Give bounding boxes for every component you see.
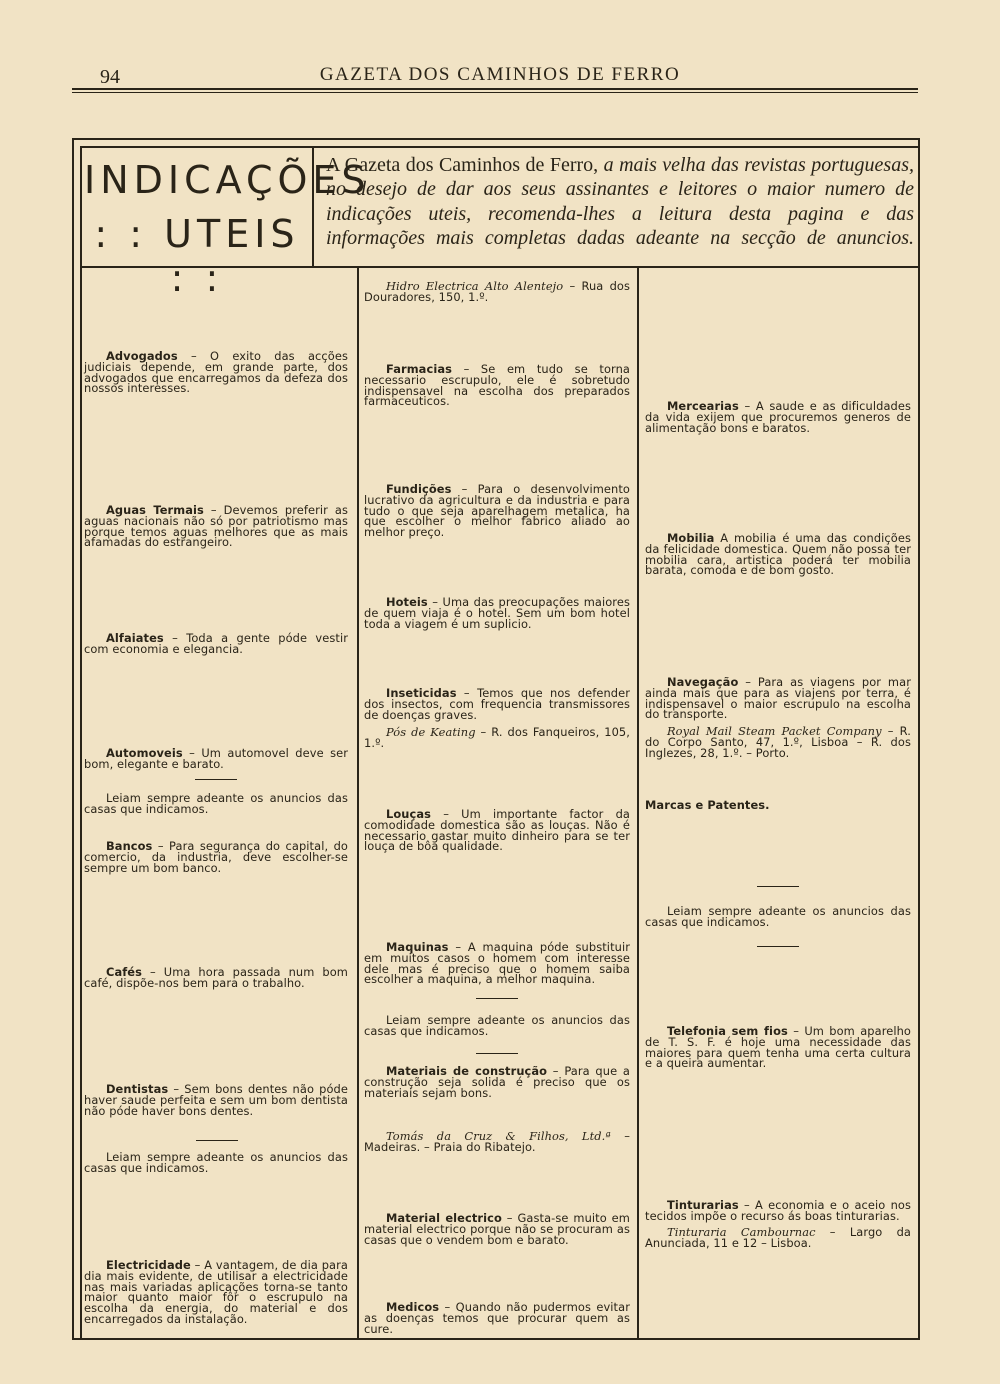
frame-inner-left bbox=[80, 146, 82, 1340]
section-title: INDICAÇÕES bbox=[84, 158, 371, 202]
advertiser-address: – Rua dos Douradores, 150, 1.º. bbox=[364, 279, 631, 304]
entry-dentistas bbox=[84, 1084, 348, 1116]
entry-automoveis bbox=[84, 748, 348, 770]
entry-text: A mobilia é uma das condições da felicidade domestica. Quem não possa ter mobilia cara, artistica poderá ter mobilia barata, comoda e de bom gosto. bbox=[645, 531, 911, 578]
entry-key: Bancos bbox=[106, 839, 153, 853]
notice-leiam: Leiam sempre adeante os anuncios das casas que indicamos. bbox=[645, 904, 911, 929]
entry-key: Medicos bbox=[386, 1300, 440, 1314]
advertiser-address: – R. dos Fanqueiros, 105, 1.º. bbox=[364, 725, 630, 750]
entry-inseticidas bbox=[364, 688, 630, 720]
entry-fundicoes bbox=[364, 484, 630, 538]
advertiser-name: Tomás da Cruz & Filhos, Ltd.ª bbox=[386, 1129, 611, 1143]
separator bbox=[476, 1053, 518, 1054]
intro-paragraph bbox=[326, 153, 914, 251]
entry-medicos bbox=[364, 1302, 630, 1334]
entry-key: Tinturarias bbox=[667, 1198, 739, 1212]
entry-key: Mercearias bbox=[667, 399, 739, 413]
intro-lead: A Gazeta dos Caminhos de Ferro, bbox=[326, 154, 599, 176]
advertiser-royal-mail bbox=[645, 726, 911, 758]
entry-text: – Um importante factor da comodidade domestica são as louças. Não é necessario gastar muito dinheiro para se ter louça de bôa qualidade. bbox=[364, 807, 630, 854]
entry-advogados bbox=[84, 351, 348, 394]
entry-text: – Uma das preocupações maiores de quem viaja é o hotel. Sem um bom hotel toda a viagem é um suplicio. bbox=[364, 595, 630, 631]
entry-key: Fundições bbox=[386, 482, 452, 496]
advertiser-cambournac bbox=[645, 1227, 911, 1249]
entry-key: Maquinas bbox=[386, 940, 449, 954]
section-subtitle: : : UTEIS : : bbox=[94, 212, 300, 300]
entry-navegacao bbox=[645, 677, 911, 720]
column-divider-1 bbox=[357, 268, 359, 1338]
entry-text: – Para o desenvolvimento lucrativo da agricultura e da industria e para tudo o que seja aparelhagem metalica, ha que escolher o melhor fabrico aliado ao melhor preço. bbox=[364, 482, 630, 540]
page-number: 94 bbox=[100, 66, 120, 88]
entry-text: – A saude e as dificuldades da vida exijem que procuremos generos de alimentação bons e baratos. bbox=[645, 399, 911, 435]
header-rule-thin bbox=[72, 92, 918, 93]
intro-text: a mais velha das revistas portuguesas, no desejo de dar aos seus assinantes e leitores o maior numero de indicações uteis, recomenda-lhes a leitura desta pagina e das informações mais completas dadas adeante na secção de anuncios. bbox=[326, 154, 914, 250]
entry-text: – Temos que nos defender dos insectos, com frequencia transmissores de doenças graves. bbox=[364, 686, 630, 722]
entry-text: – Quando não pudermos evitar as doenças temos que procurar quem as cure. bbox=[364, 1300, 630, 1336]
notice-leiam: Leiam sempre adeante os anuncios das casas que indicamos. bbox=[84, 1150, 348, 1175]
separator bbox=[195, 779, 237, 780]
journal-title: GAZETA DOS CAMINHOS DE FERRO bbox=[319, 64, 681, 85]
entry-key: Louças bbox=[386, 807, 432, 821]
entry-text: – A economia e o aceio nos tecidos impõe o recurso ás boas tinturarias. bbox=[645, 1198, 911, 1223]
entry-key: Hoteis bbox=[386, 595, 428, 609]
entry-mobilia bbox=[645, 533, 911, 576]
entry-key: Material electrico bbox=[386, 1211, 502, 1225]
notice-leiam: Leiam sempre adeante os anuncios das casas que indicamos. bbox=[84, 791, 348, 816]
entry-text: – Devemos preferir as aguas nacionais não só por patriotismo mas porque temos aguas melhores que as mais afamadas do estrangeiro. bbox=[84, 503, 348, 550]
column-divider-2 bbox=[637, 268, 639, 1338]
entry-key: Marcas e Patentes. bbox=[645, 798, 770, 812]
entry-mercearias bbox=[645, 401, 911, 433]
entry-tinturarias bbox=[645, 1200, 911, 1222]
entry-text: – Para as viagens por mar ainda mais que para as viajens por terra, é indispensavel o maior escrupulo na escolha do transporte. bbox=[645, 675, 911, 722]
entry-text: – Para que a construção seja solida é preciso que os materiais sejam bons. bbox=[364, 1064, 630, 1100]
entry-key: Materiais de construção bbox=[386, 1064, 548, 1078]
entry-key: Mobilia bbox=[667, 531, 715, 545]
entry-key: Navegação bbox=[667, 675, 739, 689]
entry-maquinas bbox=[364, 942, 630, 985]
advertiser-name: Royal Mail Steam Packet Company bbox=[667, 724, 882, 738]
advertiser-name: Tinturaria Cambournac bbox=[667, 1225, 816, 1239]
entry-text: – Gasta-se muito em material electrico porque não se procuram as casas que o vendem bom e barato. bbox=[364, 1211, 630, 1247]
separator bbox=[476, 998, 518, 999]
entry-text: – A vantagem, de dia para dia mais evidente, de utilisar a electricidade nas mais variadas aplicações torna-se tanto maior quanto maior fôr o escrupulo na escolha da energia, do material e dos encarregados da instalação. bbox=[84, 1258, 348, 1326]
entry-key: Alfaiates bbox=[106, 631, 164, 645]
advertiser-keating bbox=[364, 727, 630, 749]
entry-key: Telefonia sem fios bbox=[667, 1024, 788, 1038]
entry-aguas-termais bbox=[84, 505, 348, 548]
entry-cafes bbox=[84, 967, 348, 989]
entry-text: – O exito das acções judiciais depende, em grande parte, dos advogados que encarregamos da defeza dos nossos interesses. bbox=[84, 349, 348, 396]
advertiser-address: – R. do Corpo Santo, 47, 1.º, Lisboa – R. dos Inglezes, 28, 1.º. – Porto. bbox=[645, 724, 911, 760]
header-rule bbox=[72, 88, 918, 90]
separator bbox=[757, 886, 799, 887]
entry-material-electrico bbox=[364, 1213, 630, 1245]
entry-text: – A maquina póde substituir em muitos casos o homem com interesse dele mas é preciso que o homem saiba escolher a maquina, a melhor maquina. bbox=[364, 940, 630, 987]
entry-key: Automoveis bbox=[106, 746, 183, 760]
entry-farmacias bbox=[364, 364, 630, 407]
entry-text: – Uma hora passada num bom café, dispõe-nos bem para o trabalho. bbox=[84, 965, 348, 990]
entry-text: – Um bom aparelho de T. S. F. é hoje uma necessidade das maiores para quem tenha uma certa cultura e a queira aumentar. bbox=[645, 1024, 911, 1071]
advertiser-name: Pós de Keating bbox=[386, 725, 476, 739]
entry-loucas bbox=[364, 809, 630, 852]
entry-hoteis bbox=[364, 597, 630, 629]
entry-key: Advogados bbox=[106, 349, 178, 363]
advertiser-name: Hidro Electrica Alto Alentejo bbox=[386, 279, 564, 293]
entry-electricidade bbox=[84, 1260, 348, 1325]
entry-text: – Se em tudo se torna necessario escrupulo, ele é sobretudo indispensavel na escolha dos preparados farmaceuticos. bbox=[364, 362, 630, 409]
entry-alfaiates bbox=[84, 633, 348, 655]
entry-key: Aguas Termais bbox=[106, 503, 204, 517]
entry-marcas-patentes bbox=[645, 800, 911, 811]
frame-inner-top bbox=[80, 146, 920, 148]
entry-key: Farmacias bbox=[386, 362, 452, 376]
entry-text: – Sem bons dentes não póde haver saude perfeita e sem um bom dentista não póde haver bons dentes. bbox=[84, 1082, 348, 1118]
entry-materiais-construcao bbox=[364, 1066, 630, 1098]
entry-telefonia bbox=[645, 1026, 911, 1069]
entry-key: Electricidade bbox=[106, 1258, 191, 1272]
entry-key: Cafés bbox=[106, 965, 143, 979]
advertiser-address: – Largo da Anunciada, 11 e 12 – Lisboa. bbox=[645, 1225, 911, 1250]
entry-key: Dentistas bbox=[106, 1082, 169, 1096]
separator bbox=[196, 1140, 238, 1141]
entry-key: Inseticidas bbox=[386, 686, 457, 700]
entry-text: – Um automovel deve ser bom, elegante e barato. bbox=[84, 746, 348, 771]
advertiser-address: – Madeiras. – Praia do Ribatejo. bbox=[364, 1129, 630, 1154]
entry-bancos bbox=[84, 841, 348, 873]
advertiser-hidro-electrica bbox=[364, 281, 630, 303]
advertiser-tomas-cruz bbox=[364, 1131, 630, 1153]
notice-leiam: Leiam sempre adeante os anuncios das casas que indicamos. bbox=[364, 1013, 630, 1038]
entry-text: – Toda a gente póde vestir com economia e elegancia. bbox=[84, 631, 348, 656]
separator bbox=[757, 946, 799, 947]
entry-text: – Para segurança do capital, do comercio, da industria, deve escolher-se sempre um bom banco. bbox=[84, 839, 348, 875]
